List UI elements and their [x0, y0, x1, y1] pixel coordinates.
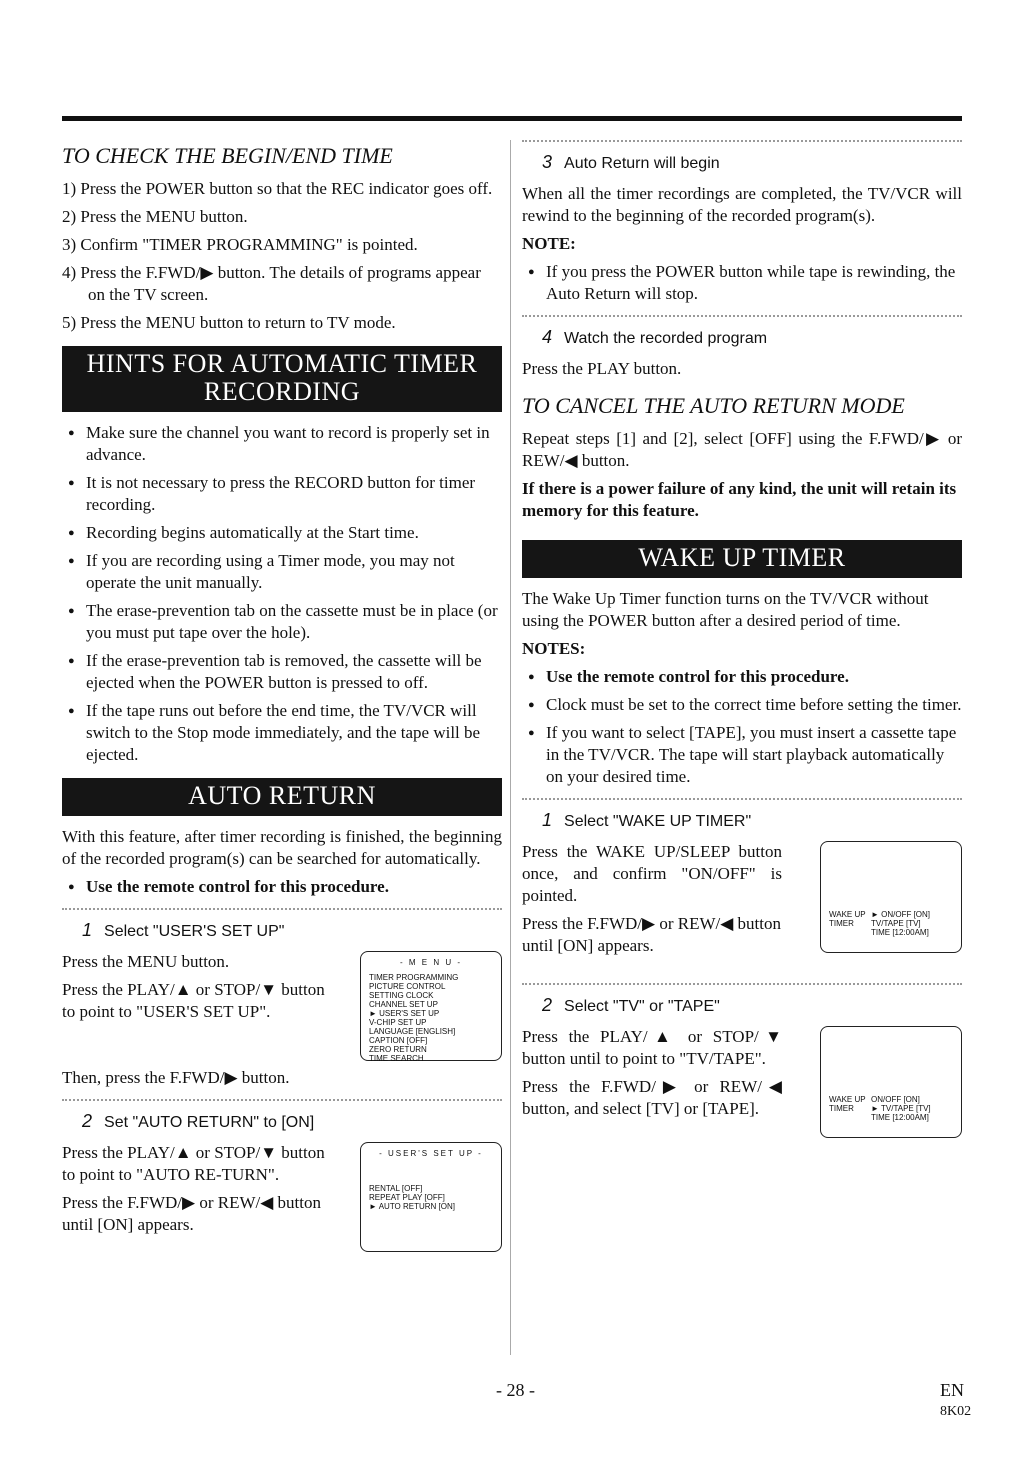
- step-number: 4: [542, 327, 553, 347]
- step-text: Press the PLAY/▲ or STOP/▼ button to point to "USER'S SET UP".: [62, 980, 325, 1021]
- step2-text: [62, 1142, 332, 1242]
- step-text: Press the PLAY/▲ or STOP/▼ button to point to "AUTO RE-TURN".: [62, 1143, 325, 1184]
- menu-item: CAPTION [OFF]: [369, 1036, 428, 1045]
- model-code: 8K02: [940, 1404, 972, 1419]
- cancel-title: TO CANCEL THE AUTO RETURN MODE: [522, 393, 905, 418]
- step-text: Press the PLAY button.: [522, 359, 682, 378]
- step-number: 2: [542, 995, 553, 1015]
- step-number: 1: [542, 810, 553, 830]
- menu-item: SETTING CLOCK: [369, 991, 434, 1000]
- note-label: NOTE:: [522, 234, 576, 253]
- menu-item: TIME SEARCH: [369, 1054, 424, 1063]
- auto-return-banner: AUTO RETURN: [62, 778, 502, 816]
- hint-item: ● Recording begins automatically at the Start time.: [62, 522, 502, 544]
- menu-screen-title: - M E N U -: [400, 958, 462, 967]
- wake-screen-content: [829, 1095, 953, 1122]
- step-heading: [522, 995, 962, 1016]
- step-title: Select "USER'S SET UP": [104, 923, 285, 940]
- menu-item: CHANNEL SET UP: [369, 1000, 438, 1009]
- check-step: 5) Press the MENU button to return to TV mode.: [62, 313, 396, 332]
- step-text: Press the F.FWD/▶ or REW/◀ button, and select [TV] or [TAPE].: [522, 1077, 782, 1118]
- dotted-divider: [522, 983, 962, 985]
- step-text: Press the F.FWD/▶ or REW/◀ button until [ON] appears.: [522, 914, 782, 955]
- step-heading: [522, 152, 962, 173]
- step-text: When all the timer recordings are completed, the TV/VCR will rewind to the beginning of the recorded program(s).: [522, 184, 962, 225]
- menu-item: ZERO RETURN: [369, 1045, 427, 1054]
- menu-item: TIMER PROGRAMMING: [369, 973, 459, 982]
- step-text: Press the F.FWD/▶ or REW/◀ button until [ON] appears.: [62, 1193, 322, 1234]
- top-rule: [62, 116, 962, 121]
- check-step: 4) Press the F.FWD/▶ button. The details of programs appear on the TV screen.: [62, 263, 481, 304]
- menu-item: V-CHIP SET UP: [369, 1018, 427, 1027]
- left-column: [62, 130, 502, 1252]
- menu-item: LANGUAGE [ENGLISH]: [369, 1027, 456, 1036]
- menu-item: PICTURE CONTROL: [369, 982, 446, 991]
- step-number: 1: [82, 920, 93, 940]
- wake-step1-block: [522, 841, 962, 963]
- users-item: ► AUTO RETURN [ON]: [369, 1202, 455, 1211]
- hint-item: ● The erase-prevention tab on the cassette must be in place (or you must put tape over the hole).: [62, 600, 502, 644]
- remote-note: ● Use the remote control for this procedure.: [62, 876, 502, 898]
- hint-item: ● If the tape runs out before the end time, the TV/VCR will switch to the Stop mode immediately, and the tape will be ejected.: [62, 700, 502, 766]
- column-divider: [510, 140, 511, 1355]
- wake-screen-lines: [871, 910, 930, 937]
- note-item: ● If you want to select [TAPE], you must insert a cassette tape in the TV/VCR. The tape will start playback automatically on your desired time.: [522, 722, 962, 788]
- users-screen-title: - USER'S SET UP -: [379, 1149, 483, 1158]
- step1-block: [62, 951, 502, 1061]
- wake-line: ON/OFF [ON]: [871, 1095, 920, 1104]
- dotted-divider: [522, 315, 962, 317]
- step-text: Then, press the F.FWD/▶ button.: [62, 1068, 290, 1087]
- step-title: Set "AUTO RETURN" to [ON]: [104, 1114, 315, 1131]
- step1-text: [62, 951, 332, 1029]
- wake-screen-content: [829, 910, 953, 937]
- hint-item: ● Make sure the channel you want to record is properly set in advance.: [62, 422, 502, 466]
- wake-step2-block: [522, 1026, 962, 1138]
- users-item: REPEAT PLAY [OFF]: [369, 1193, 445, 1202]
- step-text: Press the PLAY/▲ or STOP/▼ button until to point to "TV/TAPE".: [522, 1027, 782, 1068]
- step-heading: [522, 810, 962, 831]
- wake-screen-1: [820, 841, 962, 953]
- check-step: 2) Press the MENU button.: [62, 207, 248, 226]
- wake-line: ► TV/TAPE [TV]: [871, 1104, 931, 1113]
- step-heading: [62, 920, 502, 941]
- wake-screen-label: WAKE UP TIMER: [829, 910, 866, 928]
- wake-notes: [522, 666, 962, 788]
- users-setup-screen: [360, 1142, 502, 1252]
- wake-line: TIME [12:00AM]: [871, 928, 929, 937]
- hint-item: ● It is not necessary to press the RECORD button for timer recording.: [62, 472, 502, 516]
- step-title: Watch the recorded program: [564, 330, 768, 347]
- wake-up-banner: WAKE UP TIMER: [522, 540, 962, 578]
- step2-block: [62, 1142, 502, 1252]
- note-item: ● If you press the POWER button while tape is rewinding, the Auto Return will stop.: [522, 261, 962, 305]
- wake-step1-text: [522, 841, 782, 963]
- wake-line: TV/TAPE [TV]: [871, 919, 921, 928]
- wake-screen-label: WAKE UP TIMER: [829, 1095, 866, 1113]
- dotted-divider: [62, 1099, 502, 1101]
- right-column: [522, 130, 962, 1138]
- step-number: 3: [542, 152, 553, 172]
- step-number: 2: [82, 1111, 93, 1131]
- step-title: Select "TV" or "TAPE": [564, 998, 720, 1015]
- step-text: Press the WAKE UP/SLEEP button once, and confirm "ON/OFF" is pointed.: [522, 842, 782, 905]
- note-item: ● Clock must be set to the correct time before setting the timer.: [522, 694, 962, 716]
- hints-list: [62, 422, 502, 766]
- page-number: - 28 -: [496, 1380, 535, 1400]
- wake-line: ► ON/OFF [ON]: [871, 910, 931, 919]
- wake-line: TIME [12:00AM]: [871, 1113, 929, 1122]
- step-heading: [62, 1111, 502, 1132]
- step-title: Select "WAKE UP TIMER": [564, 813, 752, 830]
- note-item: ● Use the remote control for this procedure.: [522, 666, 962, 688]
- step-text: Press the MENU button.: [62, 952, 230, 971]
- users-item: RENTAL [OFF]: [369, 1184, 423, 1193]
- check-steps: [62, 178, 502, 334]
- wake-screen-lines: [871, 1095, 931, 1122]
- dotted-divider: [522, 140, 962, 142]
- dotted-divider: [522, 798, 962, 800]
- menu-item: ► USER'S SET UP: [369, 1009, 440, 1018]
- check-step: 1) Press the POWER button so that the REC indicator goes off.: [62, 179, 493, 198]
- check-step: 3) Confirm "TIMER PROGRAMMING" is pointed.: [62, 235, 418, 254]
- notes-label: NOTES:: [522, 639, 586, 658]
- auto-return-stop-note: [522, 261, 962, 305]
- check-time-title: TO CHECK THE BEGIN/END TIME: [62, 143, 393, 168]
- hint-item: ● If you are recording using a Timer mode, you may not operate the unit manually.: [62, 550, 502, 594]
- step-title: Auto Return will begin: [564, 155, 720, 172]
- auto-return-note: [62, 876, 502, 898]
- hint-item: ● If the erase-prevention tab is removed, the cassette will be ejected when the POWER button is pressed to off.: [62, 650, 502, 694]
- cancel-text: Repeat steps [1] and [2], select [OFF] using the F.FWD/▶ or REW/◀ button.: [522, 429, 962, 470]
- wake-intro: The Wake Up Timer function turns on the TV/VCR without using the POWER button after a desired period of time.: [522, 589, 929, 630]
- menu-screen: [360, 951, 502, 1061]
- step-heading: [522, 327, 962, 348]
- dotted-divider: [62, 908, 502, 910]
- hints-banner: HINTS FOR AUTOMATIC TIMER RECORDING: [62, 346, 502, 412]
- auto-return-intro: With this feature, after timer recording is finished, the beginning of the recorded program(s) can be searched for automatically.: [62, 827, 502, 868]
- wake-step2-text: [522, 1026, 782, 1126]
- cancel-bold-text: If there is a power failure of any kind, the unit will retain its memory for this feature.: [522, 479, 957, 520]
- language-code: EN: [940, 1380, 964, 1400]
- wake-screen-2: [820, 1026, 962, 1138]
